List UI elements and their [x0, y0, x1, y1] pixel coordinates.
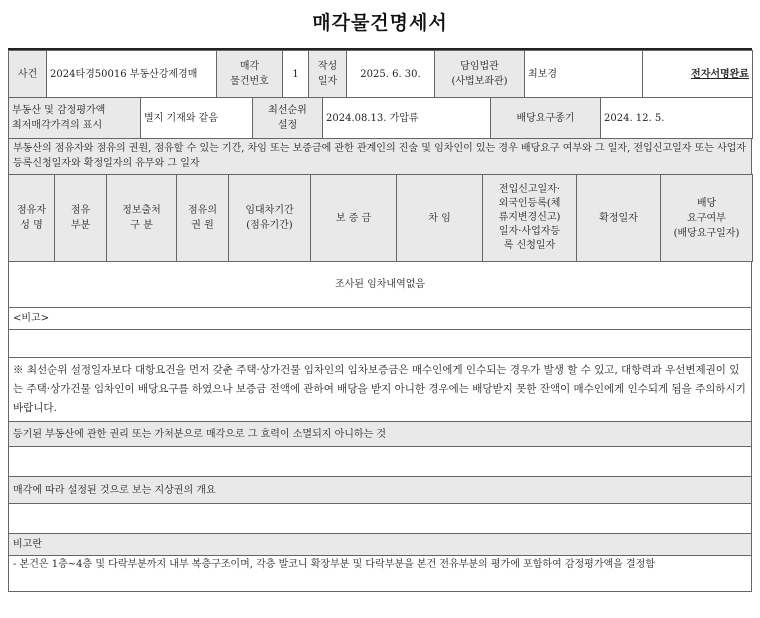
priority-label: 최선순위 설정: [253, 98, 323, 139]
notice-text: ※ 최선순위 설정일자보다 대항요건을 먼저 갖춘 주택·상가건물 임차인의 임차보증금은 매수인에게 인수되는 경우가 발생 할 수 있고, 대항력과 우선변제권이 있는 주택·상가건물 임차인이 배당요구를 하였으나 보증금 전액에 관하여 배당을 받지 아니한 경우에는 배당받지 못한 잔액이 매수인에게 인수되게 됨을 주의하시기 바랍니다.: [8, 358, 752, 422]
remarks-label: 비고란: [8, 534, 752, 556]
judge-value: 최보경: [525, 51, 643, 98]
surface-rights-label: 매각에 따라 설정된 것으로 보는 지상권의 개요: [8, 477, 752, 504]
no-tenants-row: [8, 262, 752, 308]
case-label: 사건: [9, 51, 47, 98]
deadline-label: 배당요구종기: [491, 98, 601, 139]
summary-table: [8, 97, 753, 139]
occupancy-table: [8, 174, 753, 262]
item-no-value: 1: [283, 51, 309, 98]
date-label: 작성 일자: [309, 51, 347, 98]
col-title: 점유의 권 원: [177, 175, 229, 262]
priority-value: 2024.08.13. 가압류: [323, 98, 491, 139]
header-table: [8, 50, 753, 98]
col-dividend-request: 배당 요구여부 (배당요구일자): [661, 175, 753, 262]
col-part: 점유 부분: [55, 175, 107, 262]
judge-label: 담임법관 (사법보좌관): [435, 51, 525, 98]
col-source: 정보출처 구 분: [107, 175, 177, 262]
col-period: 임대차기간 (점유기간): [229, 175, 311, 262]
surface-rights-value: [8, 504, 752, 534]
remarks-value: - 본건은 1층~4층 및 다락부분까지 내부 복층구조이며, 각층 발코니 확장부분 및 다락부분을 본건 전유부분의 평가에 포함하여 감정평가액을 결정함: [8, 556, 752, 592]
deadline-value: 2024. 12. 5.: [601, 98, 753, 139]
case-value: 2024타경50016 부동산강제경매: [47, 51, 217, 98]
col-rent: 차 임: [397, 175, 483, 262]
remark-space: [8, 330, 752, 358]
appraisal-label: 부동산 및 감정평가액 최저매각가격의 표시: [9, 98, 141, 139]
appraisal-value: 별지 기재와 같음: [141, 98, 253, 139]
rights-label: 등기된 부동산에 관한 권리 또는 가처분으로 매각으로 그 효력이 소멸되지 아니하는 것: [8, 422, 752, 447]
col-fixed-date: 확정일자: [577, 175, 661, 262]
rights-value: [8, 447, 752, 477]
col-registration-date: 전입신고일자· 외국인등록(체 류지변경신고) 일자·사업자등 록 신청일자: [483, 175, 577, 262]
document-title: 매각물건명세서: [312, 12, 448, 34]
statement-sheet: [8, 48, 752, 592]
no-tenants-text: 조사된 임차내역없음: [334, 279, 426, 290]
date-value: 2025. 6. 30.: [347, 51, 435, 98]
item-no-label: 매각 물건번호: [217, 51, 283, 98]
col-occupant: 점유자 성 명: [9, 175, 55, 262]
occupancy-description: 부동산의 점유자와 점유의 권원, 점유할 수 있는 기간, 차임 또는 보증금에 관한 관계인의 진술 및 임차인이 있는 경우 배당요구 여부와 그 일자, 전입신고일자 또는 사업자등록신청일자와 확정일자의 유무와 그 일자: [8, 139, 752, 175]
remark-label: <비고>: [8, 308, 752, 330]
col-deposit: 보 증 금: [311, 175, 397, 262]
e-signature: 전자서명완료: [691, 68, 749, 80]
